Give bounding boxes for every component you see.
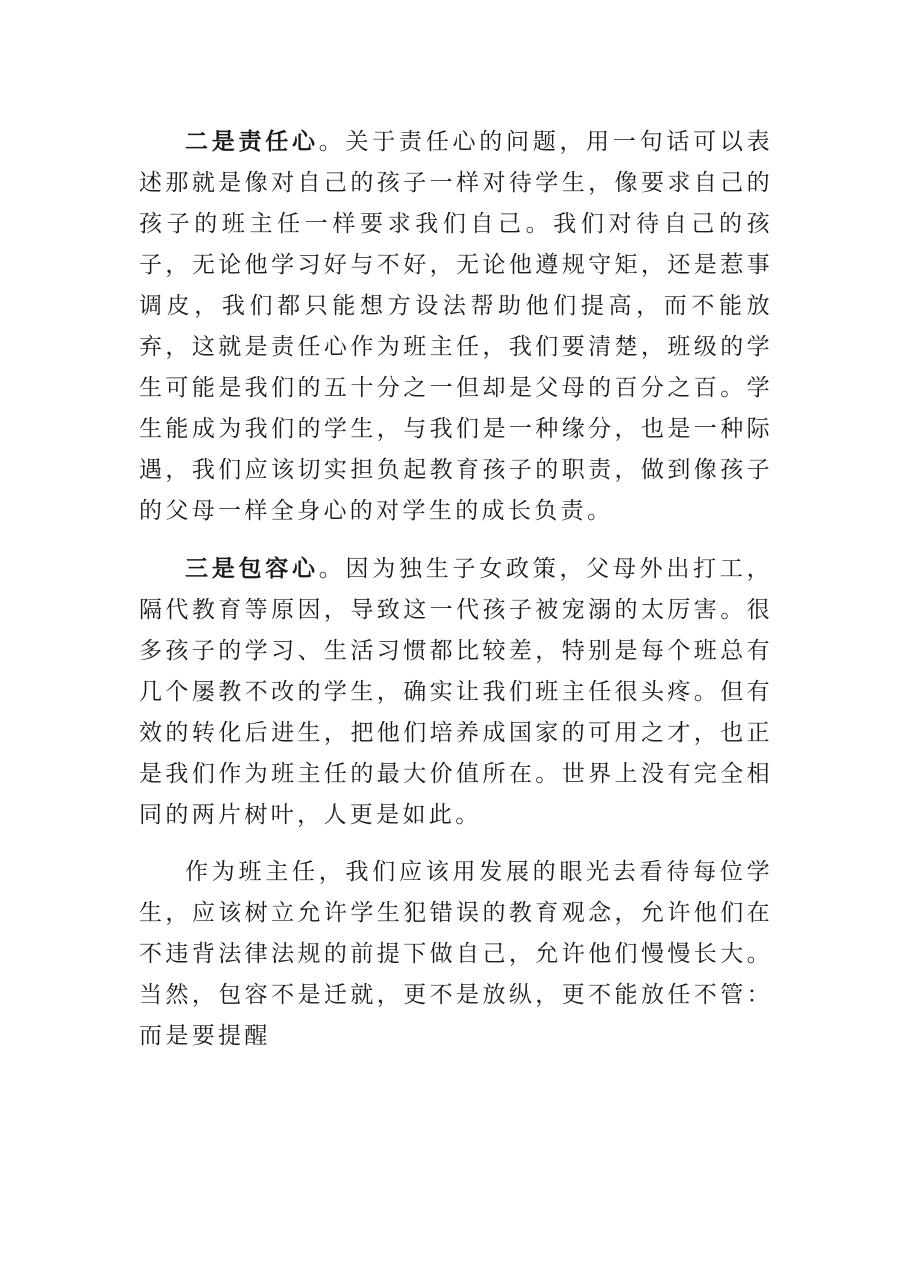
paragraph-tolerance-continued bbox=[139, 852, 773, 1057]
document-page bbox=[139, 121, 773, 1073]
paragraph-heading-tolerance: 三是包容心 bbox=[185, 555, 319, 582]
paragraph-body-tolerance: 。因为独生子女政策，父母外出打工，隔代教育等原因，导致这一代孩子被宠溺的太厉害。很多孩子的学习、生活习惯都比较差，特别是每个班总有几个屡教不改的学生，确实让我们班主任很头疼。但有效的转化后进生，把他们培养成国家的可用之才，也正是我们作为班主任的最大价值所在。世界上没有完全相同的两片树叶，人更是如此。 bbox=[139, 556, 774, 828]
paragraph-heading-responsibility: 二是责任心 bbox=[185, 128, 319, 155]
paragraph-tolerance bbox=[139, 548, 773, 836]
paragraph-responsibility bbox=[139, 121, 773, 532]
paragraph-body-continued: 作为班主任，我们应该用发展的眼光去看待每位学生，应该树立允许学生犯错误的教育观念，允许他们在不违背法律法规的前提下做自己，允许他们慢慢长大。当然，包容不是迁就，更不是放纵，更不能放任不管：而是要提醒 bbox=[139, 859, 773, 1049]
paragraph-body-responsibility: 。关于责任心的问题，用一句话可以表述那就是像对自己的孩子一样对待学生，像要求自己的孩子的班主任一样要求我们自己。我们对待自己的孩子，无论他学习好与不好，无论他遵规守矩，还是惹事调皮，我们都只能想方设法帮助他们提高，而不能放弃，这就是责任心作为班主任，我们要清楚，班级的学生可能是我们的五十分之一但却是父母的百分之百。学生能成为我们的学生，与我们是一种缘分，也是一种际遇，我们应该切实担负起教育孩子的职责，做到像孩子的父母一样全身心的对学生的成长负责。 bbox=[139, 129, 774, 524]
